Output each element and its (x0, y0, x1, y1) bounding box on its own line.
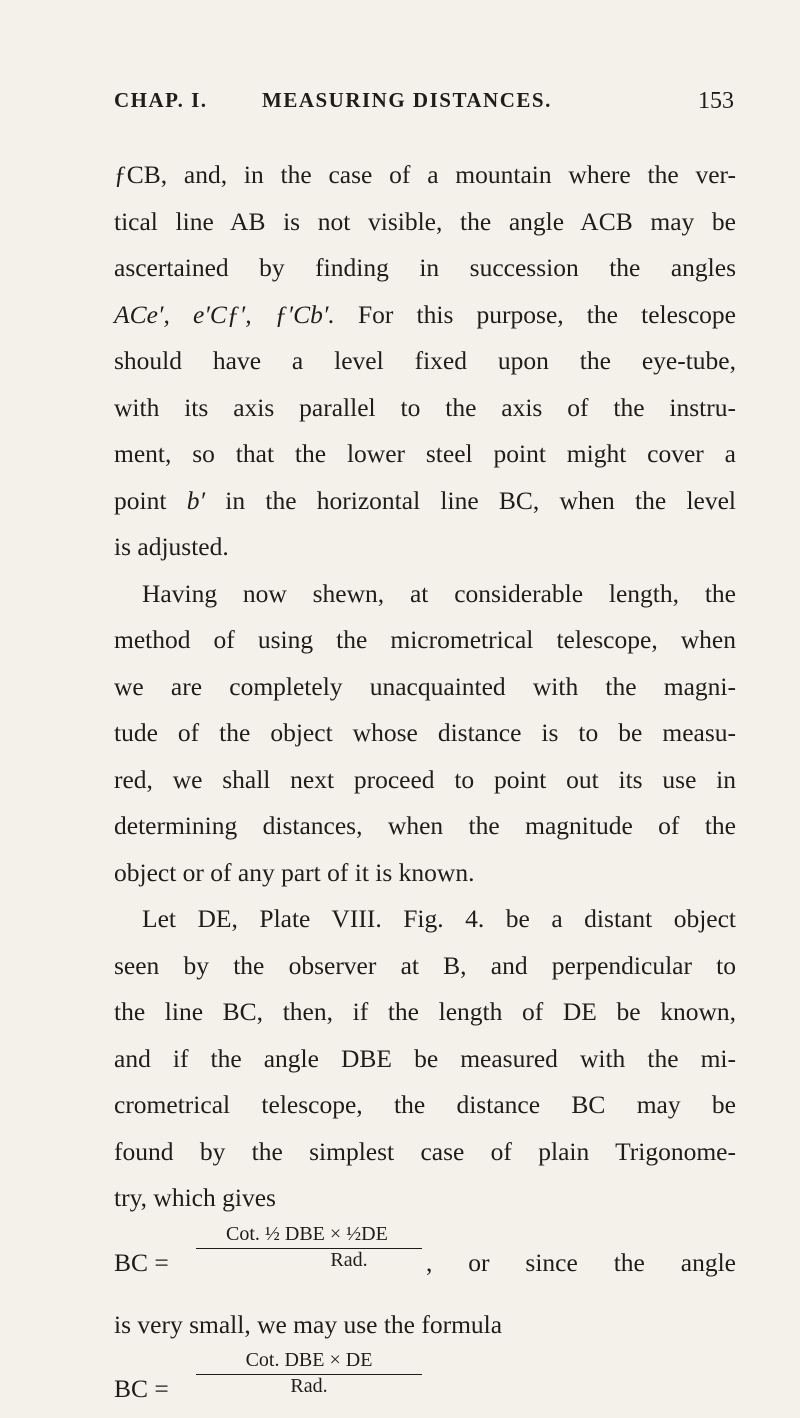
text-line: tical line AB is not visible, the angle ACB may be (114, 206, 736, 236)
formula-denominator: Rad. (290, 1375, 328, 1397)
text-line (114, 292, 736, 339)
formula-numerator: Cot. DBE × DE (245, 1349, 373, 1371)
text-line: seen by the observer at B, and perpendicular to (114, 950, 736, 980)
text-line: Having now shewn, at considerable length, the (142, 578, 736, 608)
formula-fraction (196, 1348, 422, 1397)
text-line: and if the angle DBE be measured with the mi- (114, 1043, 736, 1073)
page-number: 153 (698, 88, 734, 114)
text-line: with its axis parallel to the axis of the instru- (114, 392, 736, 422)
text-line: Let DE, Plate VIII. Fig. 4. be a distant object (142, 904, 736, 933)
text-line: ascertained by finding in succession the angles (114, 253, 736, 282)
formula-lhs: BC = (114, 1374, 169, 1403)
text-line: we are completely unacquainted with the magni- (114, 671, 736, 701)
text-line: red, we shall next proceed to point out its use in (114, 764, 736, 794)
text-line: should have a level fixed upon the eye-tube, (114, 346, 736, 375)
formula-trailing-text: , or since the angle (426, 1247, 736, 1277)
text-line: method of using the micrometrical telescope, when (114, 625, 736, 654)
formula-half-angle (114, 1222, 736, 1302)
text-line: try, which gives (114, 1183, 276, 1212)
page-body (114, 152, 736, 1418)
formula-fraction (196, 1222, 422, 1271)
chapter-label: CHAP. I. (114, 88, 208, 112)
running-title: MEASURING DISTANCES. (262, 88, 552, 112)
text-line: determining distances, when the magnitude of the (114, 811, 736, 840)
text-line: is adjusted. (114, 532, 229, 561)
text-fragment: point (114, 485, 167, 515)
text-fragment: For this purpose, the telescope (357, 299, 736, 329)
text-line: crometrical telescope, the distance BC may be (114, 1090, 736, 1119)
angle-sequence: ACe′, e′Cƒ′, ƒ′Cb′. (114, 299, 335, 329)
text-line (114, 478, 736, 525)
running-header (114, 88, 734, 128)
formula-numerator: Cot. ½ DBE × ½DE (226, 1222, 388, 1245)
formula-denominator: Rad. (330, 1248, 368, 1271)
text-fragment: in the horizontal line BC, when the level (225, 485, 737, 515)
formula-small-angle (114, 1348, 736, 1418)
formula-lhs: BC = (114, 1247, 169, 1277)
text-line: the line BC, then, if the length of DE be known, (114, 997, 736, 1026)
text-line: ment, so that the lower steel point might cover a (114, 439, 736, 468)
text-line: ƒCB, and, in the case of a mountain where the ver- (114, 160, 736, 189)
text-line: is very small, we may use the formula (114, 1309, 503, 1339)
text-line: tude of the object whose distance is to be measu- (114, 718, 736, 747)
text-line: found by the simplest case of plain Trigonome- (114, 1136, 736, 1166)
point-variable: b′ (186, 485, 206, 515)
text-line: object or of any part of it is known. (114, 857, 475, 887)
